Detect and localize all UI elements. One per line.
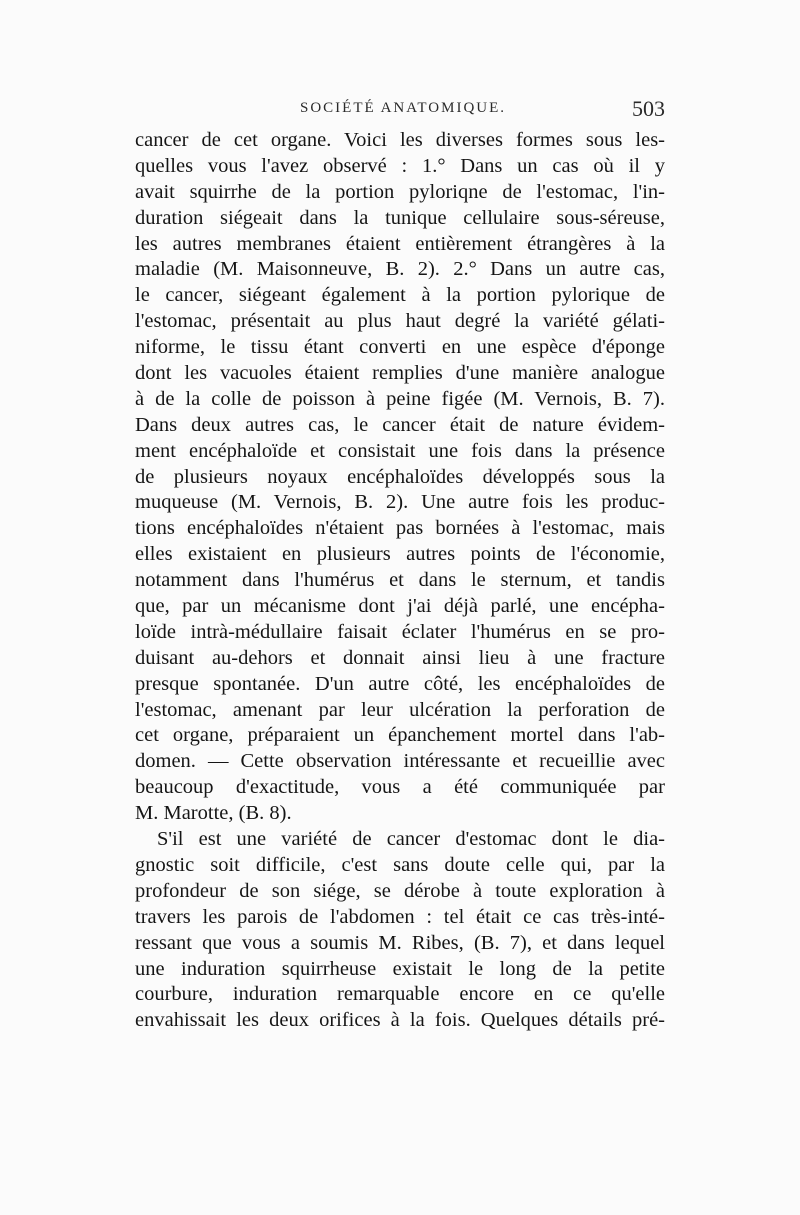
text-line: ressant que vous a soumis M. Ribes, (B. 7), et dans lequel [135,931,665,954]
text-line: domen. — Cette observation intéressante et recueillie avec [135,750,665,773]
running-head: SOCIÉTÉ ANATOMIQUE. [300,100,507,116]
text-line: duisant au-dehors et donnait ainsi lieu à une fracture [135,646,665,669]
text-line: muqueuse (M. Vernois, B. 2). Une autre fois les produc- [135,491,665,514]
text-line: avait squirrhe de la portion pyloriqne de l'estomac, l'in- [135,180,665,203]
text-line: de plusieurs noyaux encéphaloïdes développés sous la [135,465,665,488]
text-line: maladie (M. Maisonneuve, B. 2). 2.° Dans un autre cas, [135,258,665,281]
text-line: cancer de cet organe. Voici les diverses formes sous les- [135,129,665,151]
body-text [135,128,665,1034]
page-number: 503 [632,96,665,121]
text-line: M. Marotte, (B. 8). [135,802,292,825]
text-line: niforme, le tissu étant converti en une espèce d'éponge [135,336,665,359]
text-line: une induration squirrheuse existait le long de la petite [135,957,665,980]
text-line: cet organe, préparaient un épanchement mortel dans l'ab- [135,724,665,747]
text-line: Dans deux autres cas, le cancer était de nature évidem- [135,413,665,436]
text-line: travers les parois de l'abdomen : tel était ce cas très-inté- [135,905,665,928]
text-line: elles existaient en plusieurs autres points de l'économie, [135,543,665,566]
text-line: à de la colle de poisson à peine figée (M. Vernois, B. 7). [135,387,665,410]
text-line: quelles vous l'avez observé : 1.° Dans un cas où il y [135,154,665,177]
text-line: courbure, induration remarquable encore en ce qu'elle [135,983,665,1006]
text-line: beaucoup d'exactitude, vous a été communiquée par [135,776,665,799]
text-line: S'il est une variété de cancer d'estomac dont le dia- [157,828,665,851]
text-line: gnostic soit difficile, c'est sans doute celle qui, par la [135,853,665,876]
text-line: tions encéphaloïdes n'étaient pas bornées à l'estomac, mais [135,517,665,540]
text-line: l'estomac, présentait au plus haut degré la variété gélati- [135,310,665,333]
text-line: notamment dans l'humérus et dans le sternum, et tandis [135,569,665,592]
text-line: que, par un mécanisme dont j'ai déjà parlé, une encépha- [135,595,665,618]
text-line: profondeur de son siége, se dérobe à toute exploration à [135,879,665,902]
page-header [135,96,665,126]
text-line: ment encéphaloïde et consistait une fois dans la présence [135,439,665,462]
text-line: le cancer, siégeant également à la portion pylorique de [135,284,665,307]
text-line: duration siégeait dans la tunique cellulaire sous-séreuse, [135,206,665,229]
text-line: dont les vacuoles étaient remplies d'une manière analogue [135,362,665,385]
text-line: loïde intrà-médullaire faisait éclater l'humérus en se pro- [135,620,665,643]
text-line: les autres membranes étaient entièrement étrangères à la [135,232,665,255]
text-line: envahissait les deux orifices à la fois. Quelques détails pré- [135,1009,665,1032]
text-line: presque spontanée. D'un autre côté, les encéphaloïdes de [135,672,665,695]
text-line: l'estomac, amenant par leur ulcération la perforation de [135,698,665,721]
